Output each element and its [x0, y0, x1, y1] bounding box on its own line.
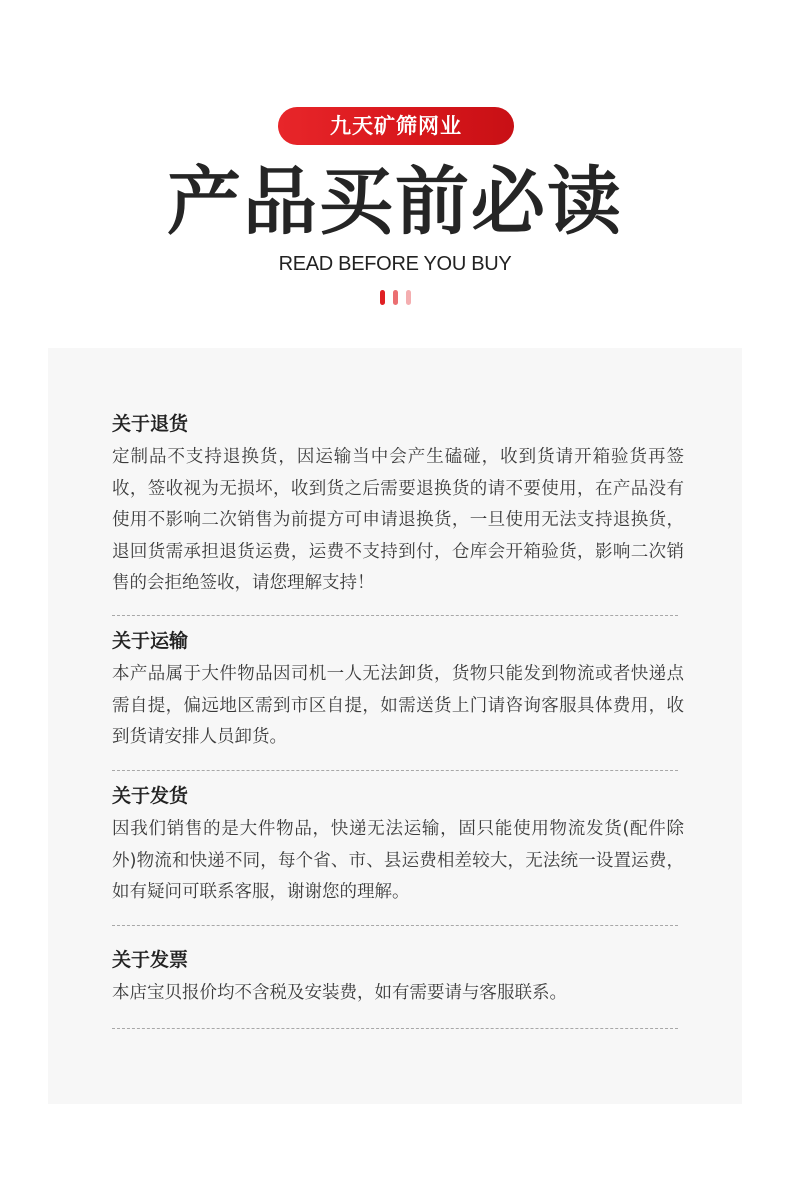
- section-divider: [112, 615, 678, 616]
- section-returns: [112, 410, 684, 600]
- section-body: 因我们销售的是大件物品，快递无法运输，固只能使用物流发货(配件除外)物流和快递不同，每个省、市、县运费相差较大，无法统一设置运费，如有疑问可联系客服，谢谢您的理解。: [112, 819, 684, 902]
- section-title: 关于退货: [112, 413, 189, 435]
- section-divider: [112, 925, 678, 926]
- dot-marker: [406, 290, 411, 305]
- page-subtitle: READ BEFORE YOU BUY: [278, 253, 512, 275]
- section-title: 关于发票: [112, 949, 189, 971]
- page-title: 产品买前必读: [167, 159, 623, 245]
- brand-badge: 九天矿筛网业: [278, 107, 514, 145]
- section-divider: [112, 770, 678, 771]
- decorative-dots: [380, 290, 420, 306]
- section-body: 本产品属于大件物品因司机一人无法卸货，货物只能发到物流或者快递点需自提，偏远地区需到市区自提，如需送货上门请咨询客服具体费用，收到货请安排人员卸货。: [112, 664, 684, 747]
- dot-marker: [380, 290, 385, 305]
- dot-marker: [393, 290, 398, 305]
- section-title: 关于运输: [112, 630, 189, 652]
- section-title: 关于发货: [112, 785, 189, 807]
- section-body: 定制品不支持退换货，因运输当中会产生磕碰，收到货请开箱验货再签收，签收视为无损坏，收到货之后需要退换货的请不要使用，在产品没有使用不影响二次销售为前提方可申请退换货，一旦使用无法支持退换货，退回货需承担退货运费，运费不支持到付，仓库会开箱验货，影响二次销售的会拒绝签收，请您理解支持！: [112, 447, 684, 593]
- section-invoice: [112, 946, 684, 1010]
- section-shipping: [112, 627, 684, 754]
- section-divider: [112, 1028, 678, 1029]
- section-delivery: [112, 782, 684, 909]
- notice-card: [48, 348, 742, 1104]
- section-body: 本店宝贝报价均不含税及安装费，如有需要请与客服联系。: [112, 983, 567, 1003]
